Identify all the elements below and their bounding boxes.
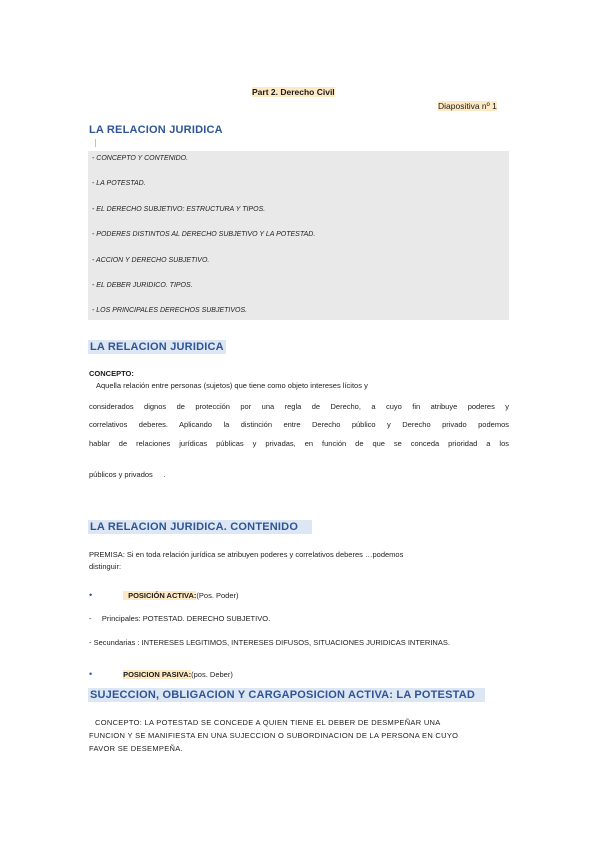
- posicion-activa-label: POSICIÓN ACTIVA:: [123, 591, 196, 600]
- toc-item: - LOS PRINCIPALES DERECHOS SUBJETIVOS.: [92, 307, 248, 314]
- section-heading-relacion-juridica: LA RELACION JURIDICA: [89, 124, 223, 136]
- potestad-line: FUNCION Y SE MANIFIESTA EN UNA SUJECCION O SUBORDINACION DE LA PERSONA EN CUYO: [89, 731, 459, 740]
- toc-item: - LA POTESTAD.: [92, 180, 146, 187]
- secundarias-line: - Secundarias : INTERESES LEGITIMOS, INTERESES DIFUSOS, SITUACIONES JURIDICAS INTERINAS.: [89, 638, 450, 647]
- premisa-line: distinguir:: [89, 562, 122, 571]
- table-of-contents: [88, 151, 509, 320]
- potestad-line: CONCEPTO: LA POTESTAD SE CONCEDE A QUIEN TIENE EL DEBER DE DESMPEÑAR UNA: [95, 718, 441, 727]
- toc-item: - CONCEPTO Y CONTENIDO.: [92, 155, 189, 162]
- slide-number: Diapositiva nº 1: [438, 101, 497, 111]
- potestad-line: FAVOR SE DESEMPEÑA.: [89, 744, 183, 753]
- section-heading-relacion-juridica-2: LA RELACION JURIDICA: [90, 341, 224, 353]
- bullet-posicion-pasiva: [89, 664, 233, 682]
- principales-line: - Principales: POTESTAD. DERECHO SUBJETIVO.: [89, 614, 271, 623]
- toc-item: - PODERES DISTINTOS AL DERECHO SUBJETIVO Y LA POTESTAD.: [92, 231, 316, 238]
- bullet-icon: •: [89, 590, 93, 600]
- concept-label: CONCEPTO:: [89, 369, 134, 378]
- premisa-line: PREMISA: Si en toda relación jurídica se atribuyen poderes y correlativos deberes …podemos: [89, 550, 404, 559]
- section-heading-potestad: SUJECCION, OBLIGACION Y CARGAPOSICION ACTIVA: LA POTESTAD: [88, 688, 485, 702]
- posicion-pasiva-detail: (pos. Deber): [191, 670, 233, 679]
- cursor-marker: [95, 139, 96, 147]
- toc-item: - EL DERECHO SUBJETIVO: ESTRUCTURA Y TIPOS.: [92, 206, 266, 213]
- part-title: Part 2. Derecho Civil: [252, 87, 335, 97]
- toc-item: - EL DEBER JURIDICO. TIPOS.: [92, 282, 193, 289]
- concept-line: hablar de relaciones jurídicas públicas y privadas, en función de que se conceda prioridad a los: [89, 439, 509, 448]
- concept-line: públicos y privados .: [89, 470, 166, 479]
- concept-line: correlativos deberes. Aplicando la distinción entre Derecho público y Derecho privado podemos: [89, 420, 509, 429]
- bullet-icon: •: [89, 669, 93, 679]
- toc-item: - ACCION Y DERECHO SUBJETIVO.: [92, 257, 210, 264]
- posicion-activa-detail: (Pos. Poder): [196, 591, 239, 600]
- concept-line: considerados dignos de protección por una regla de Derecho, a cuyo fin atribuye poderes y: [89, 402, 509, 411]
- bullet-posicion-activa: [89, 585, 239, 603]
- posicion-pasiva-label: POSICION PASIVA:: [123, 670, 192, 679]
- concept-line: Aquella relación entre personas (sujetos) que tiene como objeto intereses lícitos y: [96, 381, 368, 390]
- section-heading-contenido: LA RELACION JURIDICA. CONTENIDO: [88, 520, 312, 534]
